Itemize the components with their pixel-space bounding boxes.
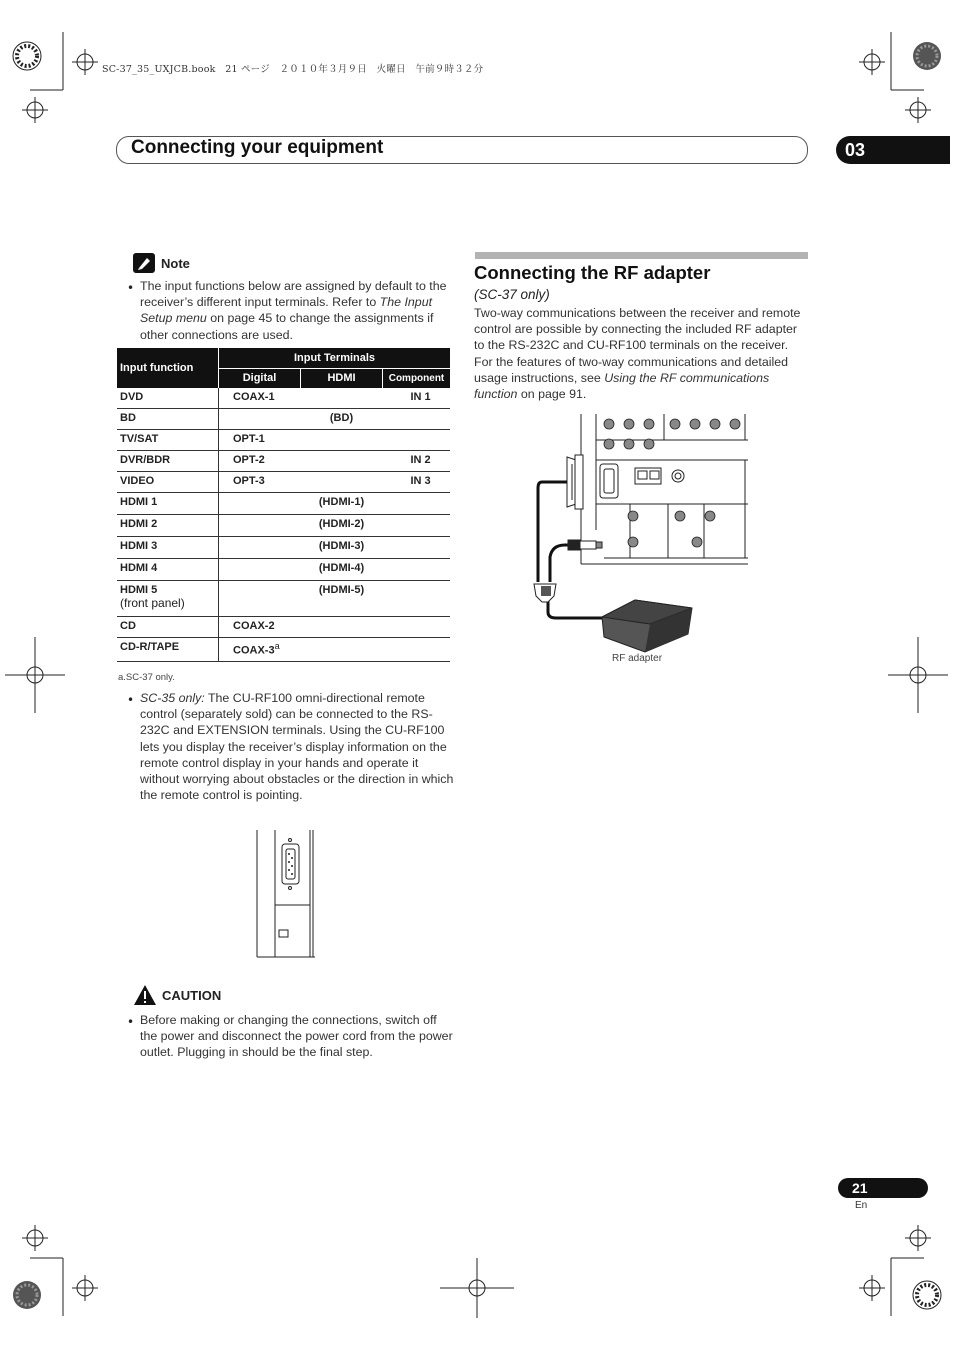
cell-input-function	[117, 616, 219, 637]
caution-icon	[133, 984, 157, 1006]
cell-input-function	[117, 637, 219, 661]
cell-digital	[219, 616, 301, 637]
rf-body-reference: Using the RF communications function	[474, 370, 770, 402]
table-row	[117, 637, 450, 661]
chapter-badge: 03	[836, 136, 950, 164]
cell-digital	[219, 536, 301, 558]
cell-input-function	[117, 492, 219, 514]
input-function-table	[117, 348, 450, 662]
input-function-label: HDMI 1	[120, 495, 158, 508]
page-number: 21	[838, 1178, 928, 1198]
table-row	[117, 580, 450, 616]
digital-value: COAX-1	[233, 391, 275, 403]
input-function-label: HDMI 3	[120, 539, 158, 552]
cell-component	[383, 616, 451, 637]
input-function-label: CD	[120, 619, 136, 632]
cell-hdmi	[301, 429, 383, 450]
rf-section-body	[474, 305, 810, 402]
cell-hdmi	[301, 388, 383, 408]
input-function-label: DVD	[120, 391, 144, 403]
cell-hdmi: (HDMI-4)	[301, 558, 383, 580]
sc35-body: The CU-RF100 omni-directional remote control (separately sold) can be connected to the RS-232C and EXTENSION terminals. Using the CU-RF100 lets you display the receiver’s display information on the remote control display in your hands and operate it without worrying about obstacles or the direction in which the remote control is pointing.	[140, 691, 454, 803]
cell-component	[383, 558, 451, 580]
note-reference: The Input Setup menu	[140, 295, 433, 326]
cell-component	[383, 492, 451, 514]
caution-heading: CAUTION	[162, 988, 222, 1003]
note-icon	[133, 253, 155, 273]
cell-hdmi	[301, 616, 383, 637]
cell-component	[383, 429, 451, 450]
table-row	[117, 388, 450, 408]
bullet-dot: •	[127, 693, 135, 707]
cell-digital	[219, 637, 301, 661]
cell-input-function	[117, 429, 219, 450]
cell-input-function	[117, 471, 219, 492]
cell-input-function	[117, 408, 219, 429]
table-footnote: a.SC-37 only.	[118, 672, 175, 683]
col-input-function: Input function	[117, 348, 219, 388]
col-input-terminals: Input Terminals	[219, 348, 451, 368]
cell-digital	[219, 514, 301, 536]
rf-body-part: on page 91.	[517, 387, 587, 402]
cell-hdmi: (HDMI-5)	[301, 580, 383, 616]
cell-digital	[219, 429, 301, 450]
cell-component	[383, 408, 451, 429]
book-info-line: SC-37_35_UXJCB.book 21 ページ ２０１０年３月９日 火曜日 午前９時３２分	[102, 64, 484, 75]
page-language: En	[855, 1200, 868, 1211]
cell-hdmi: (HDMI-2)	[301, 514, 383, 536]
bullet-dot: •	[127, 281, 135, 295]
sc35-text	[140, 690, 454, 803]
cell-digital	[219, 471, 301, 492]
note-text-part: The input functions below are assigned by default to the receiver’s different input terminals. Refer to	[140, 279, 447, 310]
cell-digital	[219, 388, 301, 408]
table-row	[117, 450, 450, 471]
cell-component	[383, 514, 451, 536]
cell-digital	[219, 408, 301, 429]
col-hdmi: HDMI	[301, 368, 383, 388]
cell-component: IN 1	[383, 388, 451, 408]
rf-adapter-diagram	[520, 412, 752, 664]
input-function-sublabel: (front panel)	[120, 595, 185, 610]
rf-section-title: Connecting the RF adapter	[474, 262, 711, 283]
cell-hdmi: (HDMI-1)	[301, 492, 383, 514]
col-digital: Digital	[219, 368, 301, 388]
rf-body-part: Two-way communications between the receiver and remote control are possible by connecting the included RF adapter to the RS-232C and CU-RF100 terminals on the receiver. For the features of two-way communications and detailed usage instructions, see	[474, 306, 801, 385]
rf-section-subtitle: (SC-37 only)	[474, 287, 550, 302]
cell-hdmi	[301, 471, 383, 492]
input-function-label: HDMI 4	[120, 561, 158, 574]
cell-component: IN 2	[383, 450, 451, 471]
cell-input-function	[117, 580, 219, 616]
cell-digital	[219, 558, 301, 580]
input-function-label: HDMI 5	[120, 583, 158, 596]
table-row	[117, 471, 450, 492]
input-function-label: VIDEO	[120, 474, 155, 487]
cell-component: IN 3	[383, 471, 451, 492]
digital-value: COAX-3	[233, 644, 275, 657]
sc35-lead: SC-35 only:	[140, 691, 205, 705]
cell-input-function	[117, 558, 219, 580]
caution-text: Before making or changing the connections, switch off the power and disconnect the power cord from the power outlet. Plugging in should be the final step.	[140, 1013, 453, 1060]
input-function-label: HDMI 2	[120, 517, 158, 530]
table-row	[117, 514, 450, 536]
cell-digital	[219, 580, 301, 616]
cell-input-function	[117, 536, 219, 558]
digital-value: COAX-2	[233, 619, 275, 632]
cell-digital	[219, 450, 301, 471]
note-text	[140, 278, 452, 343]
input-function-label: TV/SAT	[120, 432, 159, 445]
cell-input-function	[117, 450, 219, 471]
col-component: Component	[383, 368, 451, 388]
rf-adapter-label: RF adapter	[612, 653, 663, 664]
table-row	[117, 429, 450, 450]
cell-input-function	[117, 388, 219, 408]
cell-digital	[219, 492, 301, 514]
digital-value: OPT-3	[233, 474, 265, 487]
digital-value: OPT-2	[233, 453, 265, 466]
input-function-label: CD-R/TAPE	[120, 640, 180, 653]
table-row	[117, 408, 450, 429]
cell-component	[383, 637, 451, 661]
terminal-diagram	[255, 830, 317, 960]
note-heading: Note	[161, 256, 190, 271]
table-row	[117, 536, 450, 558]
note-text-part: on page 45 to change the assignments if other connections are used.	[140, 311, 434, 342]
bullet-dot: •	[127, 1015, 135, 1029]
input-function-label: BD	[120, 411, 136, 424]
cell-component	[383, 536, 451, 558]
cell-hdmi	[301, 450, 383, 471]
cell-input-function	[117, 514, 219, 536]
input-function-label: DVR/BDR	[120, 453, 171, 466]
table-row	[117, 558, 450, 580]
footnote-marker: a	[274, 640, 280, 651]
table-row	[117, 492, 450, 514]
cell-hdmi: (HDMI-3)	[301, 536, 383, 558]
table-row	[117, 616, 450, 637]
cell-hdmi	[301, 637, 383, 661]
cell-hdmi: (BD)	[301, 408, 383, 429]
cell-component	[383, 580, 451, 616]
section-bar	[475, 252, 808, 259]
digital-value: OPT-1	[233, 432, 265, 445]
page-title: Connecting your equipment	[131, 137, 384, 158]
